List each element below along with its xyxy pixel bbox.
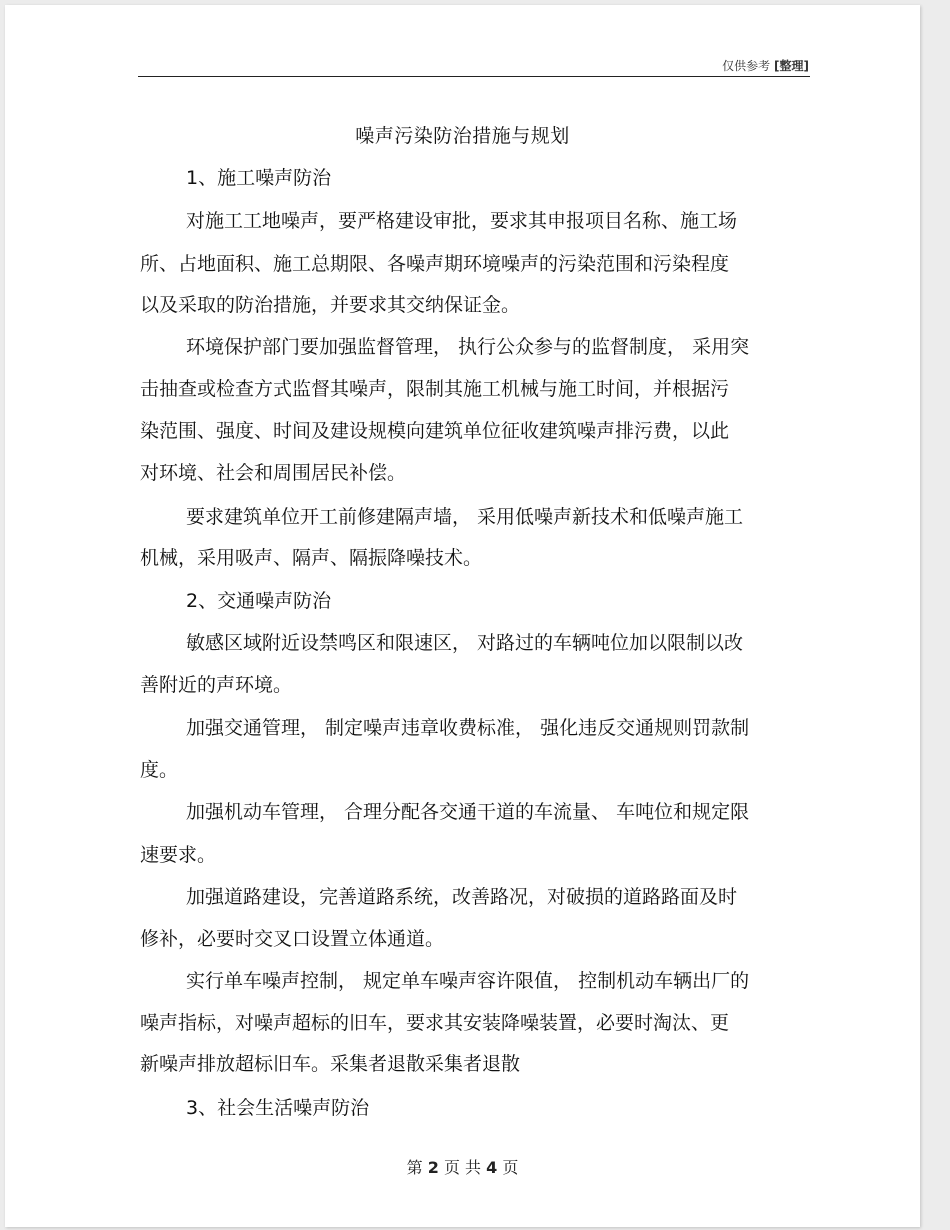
body-line: 加强交通管理， 制定噪声违章收费标准， 强化违反交通规则罚款制 [186,717,750,739]
body-line: 对环境、社会和周围居民补偿。 [140,462,407,484]
body-line: 要求建筑单位开工前修建隔声墙， 采用低噪声新技术和低噪声施工 [186,506,744,528]
body-line: 度。 [140,759,179,781]
body-line: 染范围、强度、时间及建设规模向建筑单位征收建筑噪声排污费，以此 [140,420,730,442]
footer-page-number: 2 [427,1158,439,1177]
header-note-text: 仅供参考 [722,59,771,73]
footer-suffix: 页 [502,1158,519,1177]
body-line: 修补，必要时交叉口设置立体通道。 [140,928,445,950]
body-line: 所、占地面积、施工总期限、各噪声期环境噪声的污染范围和污染程度 [140,253,730,275]
body-line: 敏感区域附近设禁鸣区和限速区， 对路过的车辆吨位加以限制以改 [186,632,744,654]
body-line: 加强机动车管理， 合理分配各交通干道的车流量、 车吨位和规定限 [186,801,750,823]
section-heading-construction: 1、施工噪声防治 [186,167,332,189]
footer-prefix: 第 [406,1158,423,1177]
body-line: 加强道路建设，完善道路系统，改善路况，对破损的道路路面及时 [186,886,738,908]
body-line: 击抽查或检查方式监督其噪声，限制其施工机械与施工时间，并根据污 [140,378,730,400]
footer-total-pages: 4 [486,1158,498,1177]
body-line: 新噪声排放超标旧车。采集者退散采集者退散 [140,1053,521,1075]
header-note-tag: [整理] [774,59,809,73]
body-line: 速要求。 [140,844,217,866]
footer-middle: 页 共 [443,1158,482,1177]
section-heading-social: 3、社会生活噪声防治 [186,1097,370,1119]
body-line: 以及采取的防治措施，并要求其交纳保证金。 [140,294,521,316]
header-note [722,57,809,74]
body-line: 善附近的声环境。 [140,674,293,696]
document-page [5,5,920,1227]
body-line: 机械，采用吸声、隔声、隔振降噪技术。 [140,547,483,569]
header-rule [138,76,810,77]
body-line: 环境保护部门要加强监督管理， 执行公众参与的监督制度， 采用突 [186,336,750,358]
body-line: 实行单车噪声控制， 规定单车噪声容许限值， 控制机动车辆出厂的 [186,970,750,992]
document-title: 噪声污染防治措施与规划 [355,125,570,147]
body-line: 对施工工地噪声，要严格建设审批，要求其申报项目名称、施工场 [186,210,738,232]
page-footer [5,1155,920,1178]
body-line: 噪声指标，对噪声超标的旧车，要求其安装降噪装置，必要时淘汰、更 [140,1012,730,1034]
section-heading-traffic: 2、交通噪声防治 [186,590,332,612]
